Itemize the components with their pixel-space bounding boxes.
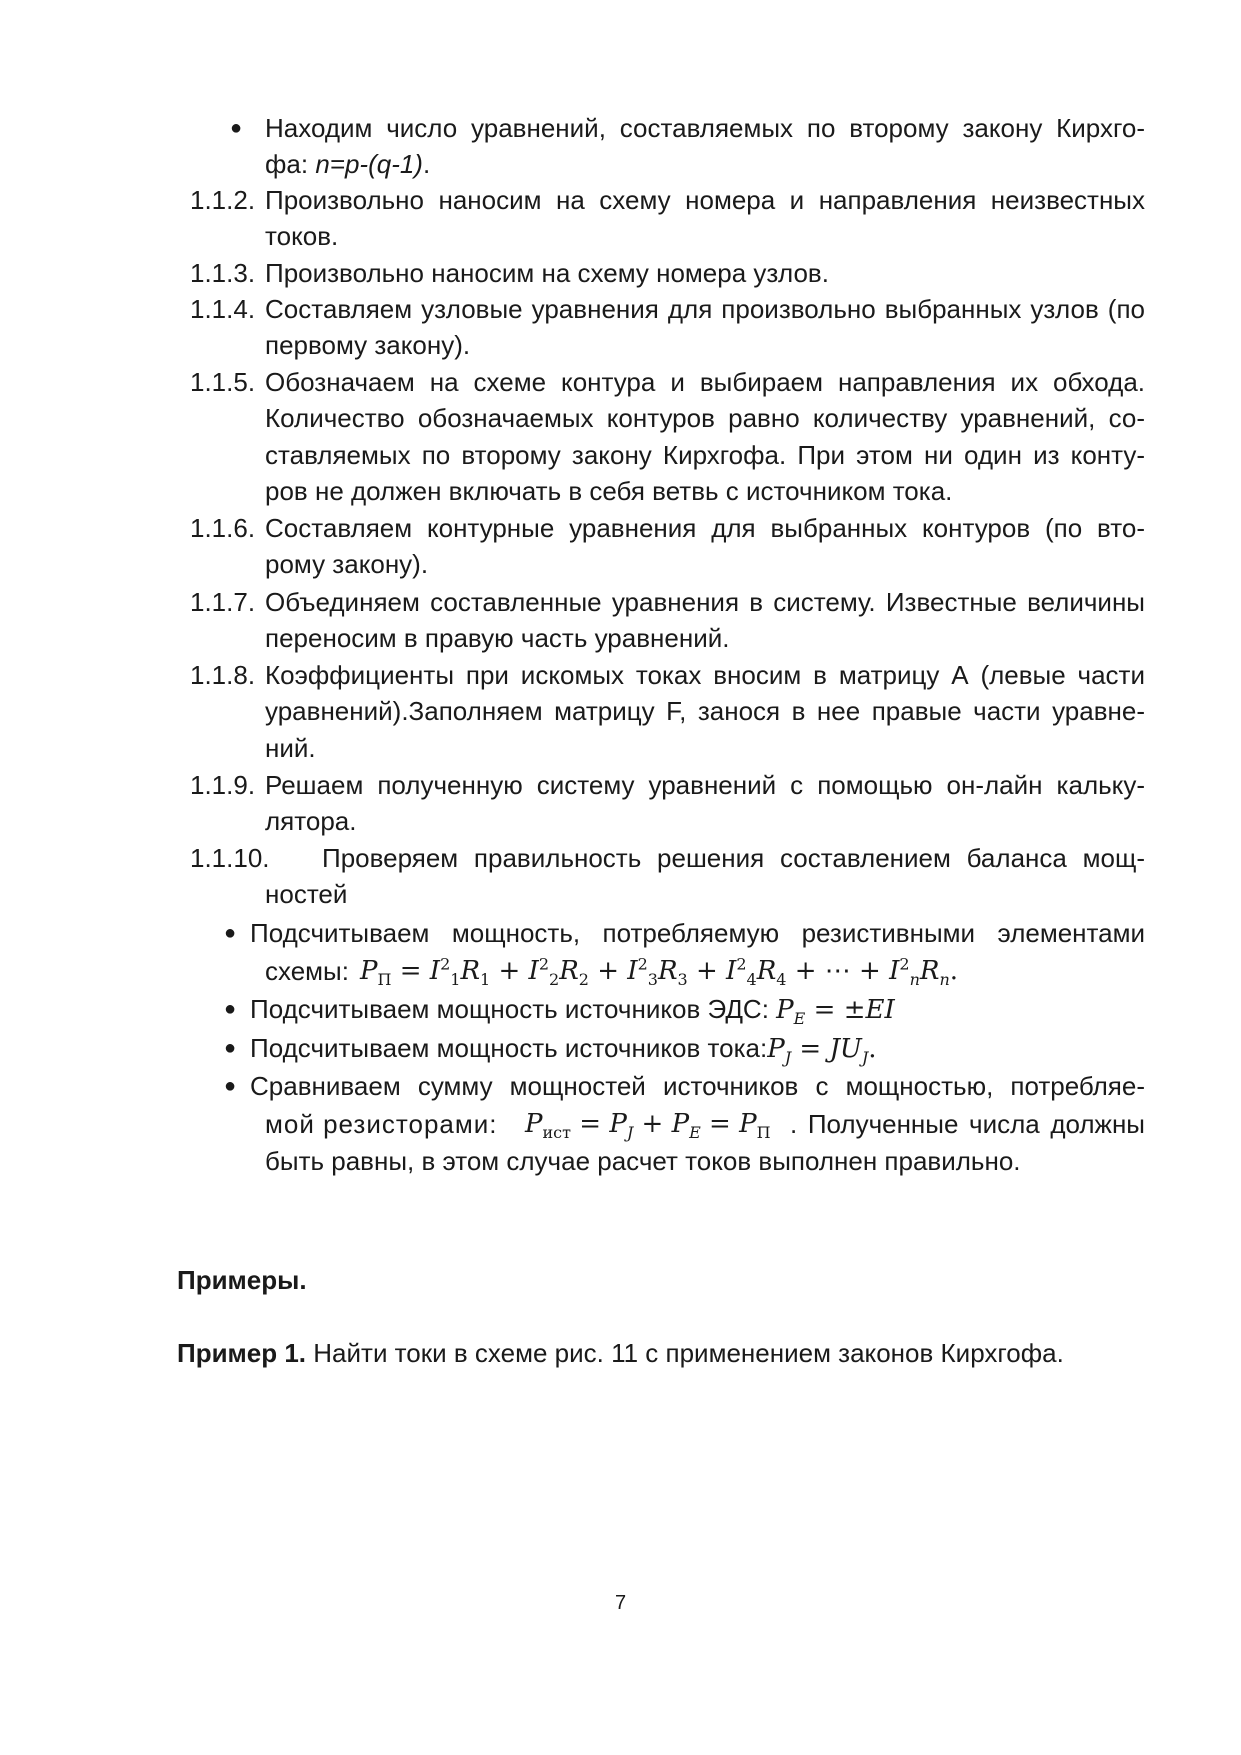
bullet-icon: ● xyxy=(224,922,237,944)
emf-power-formula: $P_E = \pm EI$ xyxy=(776,995,895,1029)
bullet-text-line: фа: n=p-(q-1). xyxy=(265,149,431,179)
bullet-icon: ● xyxy=(230,117,243,139)
bullet-icon: ● xyxy=(224,998,237,1020)
bullet-icon: ● xyxy=(224,1075,237,1097)
item-number: 1.1.9. xyxy=(190,770,256,800)
section-heading: Примеры. xyxy=(177,1265,307,1295)
item-number: 1.1.2. xyxy=(190,185,256,215)
current-source-power-formula: $P_J = JU_J$. xyxy=(767,1034,877,1068)
formula: n=p-(q-1) xyxy=(315,149,423,179)
item-number: 1.1.3. xyxy=(190,258,256,288)
bullet-text-line: Находим число уравнений, составляемых по второму закону Кирхго- xyxy=(265,113,1145,143)
item-number: 1.1.5. xyxy=(190,367,256,397)
example-label: Пример 1. xyxy=(177,1338,307,1368)
item-number: 1.1.7. xyxy=(190,587,256,617)
item-number: 1.1.8. xyxy=(190,660,256,690)
example-paragraph: Пример 1. Найти токи в схеме рис. 11 с применением законов Кирхгофа. xyxy=(177,1338,1064,1368)
bullet-icon: ● xyxy=(224,1037,237,1059)
item-number: 1.1.6. xyxy=(190,513,256,543)
item-number: 1.1.4. xyxy=(190,294,256,324)
power-formula: $P_П = I^2_1R_1 + I^2_2R_2 + I^2_3R_3 + I^2_4R_4$ + ⋯ + $I^2_nR_n$. xyxy=(360,954,959,990)
balance-formula: $P_{ист} = P_J + P_E = P_П$ xyxy=(525,1109,771,1143)
page-number: 7 xyxy=(614,1592,627,1614)
document-page: ● Находим число уравнений, составляемых по второму закону Кирхго- фа: n=p-(q-1). 1.1.2. Произвольно наносим на схему номера и направления неизвестных токов. 1.1.3. Произвольно наносим на схему номера узлов. 1.1.4. Составляем узловые уравнения для произвольно выбранных узлов (по первому закону). 1.1.5. Обозначаем на схеме контура и выбираем направления их обхода. Количество обозначаемых контуров равно количеству уравнений, со- ставляемых по второму закону Кирхгофа. При этом ни один из конту- ров не должен включать в себя ветвь с источником тока. 1.1.6. Составляем контурные уравнения для выбранных контуров (по вто- рому закону). 1.1.7. Объединяем составленные уравнения в систему. Известные величины переносим в правую часть уравнений. 1.1.8. Коэффициенты при искомых токах вносим в матрицу А (левые части уравнений).Заполняем матрицу F, занося в нее правые части уравне- ний. 1.1.9. Решаем полученную систему уравнений с помощью он-лайн кальку- лятора. 1.1.10. Проверяем правильность решения составлением баланса мощ- ностей ● Подсчитываем мощность, потребляемую резистивными элементами схемы: $P_П = I^2_1R_1 + I^2_2R_2 + I^2_3R_3 + I^2_4R_4$ + ⋯ + $I^2_nR_n$. ● Подсчитываем мощность источников ЭДС: $P_E = \pm EI$ ● Подсчитываем мощность источников $тока:P_J = JU_J$. ● Сравниваем сумму мощностей источников с мощностью, потребляе- мой резисторами: $P_{ист} = P_J + P_E = P_П$ . Полученные числа должны быть равны, в этом случае расчет токов выполнен правильно. Примеры. Пример 1. Найти токи в схеме рис. 11 с применением законов Кирхгофа. 7 xyxy=(0,0,1241,1755)
item-number: 1.1.10. xyxy=(190,843,270,873)
